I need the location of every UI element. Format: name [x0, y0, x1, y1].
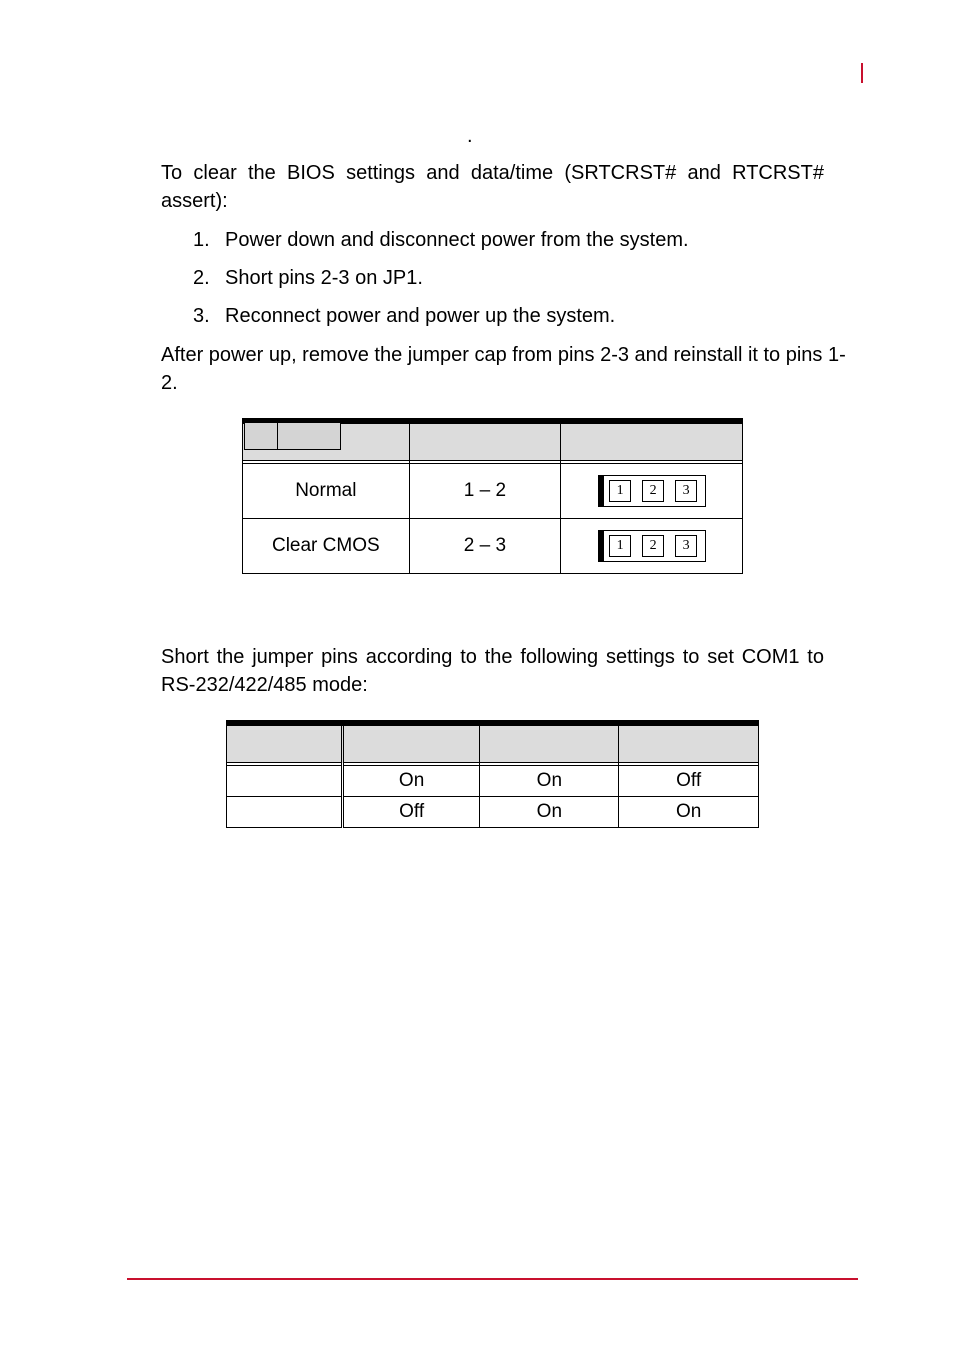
table-cell [227, 797, 343, 828]
table-cell-pins: 1 – 2 [409, 464, 561, 519]
com1-mode-table [226, 720, 759, 828]
jumper-cap [277, 422, 341, 450]
table-cell-function: Clear CMOS [243, 519, 410, 574]
jumper-pin: 1 [604, 476, 637, 506]
header-accent-mark [861, 63, 863, 83]
table-row [227, 797, 759, 828]
table-cell-diagram [561, 464, 743, 519]
jumper-pin: 1 [604, 531, 637, 561]
table-cell: On [480, 797, 619, 828]
table-cell: Off [342, 797, 480, 828]
jumper-pin: 2 [637, 531, 670, 561]
jumper-pin: 3 [670, 531, 703, 561]
table-header-cell [480, 723, 619, 763]
table-header-cell [561, 421, 743, 461]
footer-rule [127, 1278, 858, 1280]
table-cell [227, 766, 343, 797]
table-header-cell [619, 723, 759, 763]
jumper-pin: 3 [670, 476, 703, 506]
list-item-text: Short pins 2-3 on JP1. [225, 267, 423, 289]
table-header-cell [342, 723, 480, 763]
jp1-settings-table [242, 418, 743, 574]
list-item-number: 3. [193, 305, 210, 327]
table-cell: Off [619, 766, 759, 797]
table-row [243, 519, 743, 574]
clear-cmos-after: After power up, remove the jumper cap from pins 2-3 and reinstall it to pins 1-2. [161, 344, 846, 394]
table-cell-diagram [561, 519, 743, 574]
table-header-row [227, 723, 759, 763]
table-cell-function: Normal [243, 464, 410, 519]
list-item-text: Power down and disconnect power from the system. [225, 229, 689, 251]
list-item [193, 302, 615, 330]
list-item-number: 2. [193, 267, 210, 289]
list-item-number: 1. [193, 229, 210, 251]
list-item-text: Reconnect power and power up the system. [225, 305, 616, 327]
jumper-diagram [598, 475, 706, 507]
stray-mark: . [467, 125, 473, 147]
table-cell: On [480, 766, 619, 797]
table-row [227, 766, 759, 797]
jumper-diagram [598, 530, 706, 562]
clear-cmos-intro: To clear the BIOS settings and data/time (SRTCRST# and RTCRST# assert): [161, 162, 824, 212]
table-cell-pins: 2 – 3 [409, 519, 561, 574]
list-item [193, 226, 689, 254]
table-row [243, 464, 743, 519]
table-header-cell [227, 723, 343, 763]
com1-intro: Short the jumper pins according to the following settings to set COM1 to RS-232/422/485 mode: [161, 646, 824, 696]
jumper-pin: 2 [637, 476, 670, 506]
table-cell: On [342, 766, 480, 797]
table-header-cell [409, 421, 561, 461]
list-item [193, 264, 423, 292]
table-cell: On [619, 797, 759, 828]
